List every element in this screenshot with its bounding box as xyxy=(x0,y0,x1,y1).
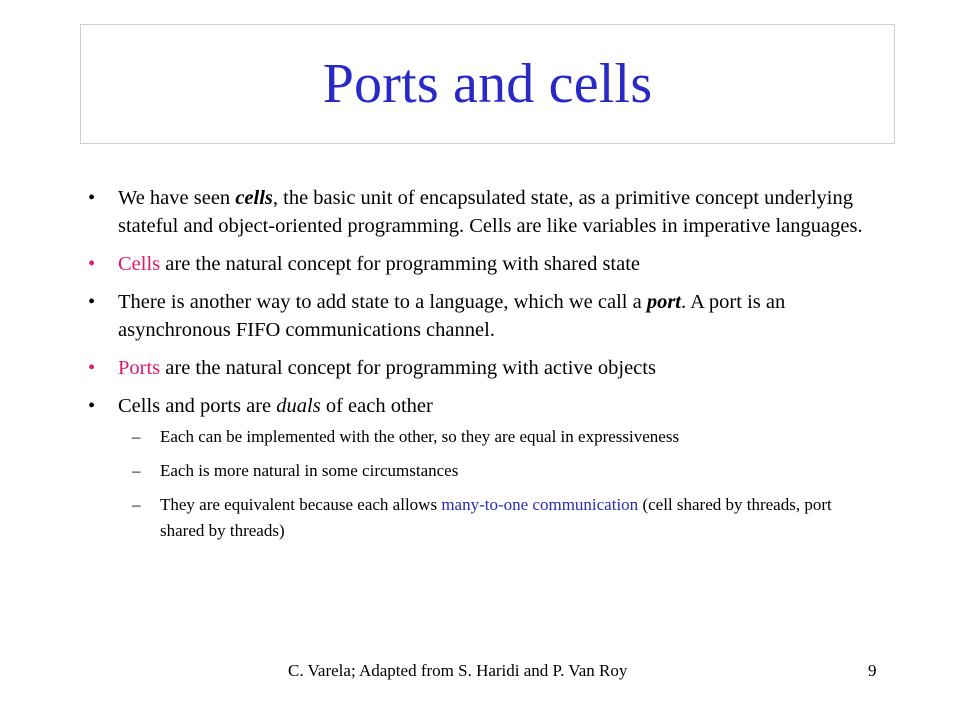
bullet-marker: • xyxy=(88,395,96,417)
emphasis-duals: duals xyxy=(276,395,321,417)
sub-bullet-marker: – xyxy=(132,495,141,514)
bullet-cells-definition xyxy=(88,184,878,240)
bullet-text-continued: . A port is an asynchronous FIFO communications channel. xyxy=(118,291,786,341)
sub-bullet-expressiveness xyxy=(88,424,878,450)
title-box xyxy=(80,24,895,144)
slide-title: Ports and cells xyxy=(322,53,653,115)
bullet-text: There is another way to add state to a language, which we call a xyxy=(118,291,647,313)
sub-bullet-text: They are equivalent because each allows xyxy=(160,495,442,514)
bullet-text: are the natural concept for programming with shared state xyxy=(160,253,641,275)
bullet-marker: • xyxy=(88,253,96,275)
bullet-marker: • xyxy=(88,357,96,379)
sub-bullet-equivalent xyxy=(88,492,878,544)
bullet-ports-active-objects xyxy=(88,354,878,382)
bullet-text: Cells and ports are xyxy=(118,395,277,417)
bullet-text: are the natural concept for programming with active objects xyxy=(160,357,656,379)
sub-bullet-text: Each is more natural in some circumstances xyxy=(160,461,459,480)
bullet-text: We have seen xyxy=(118,187,236,209)
sub-bullet-marker: – xyxy=(132,461,141,480)
slide-body xyxy=(88,184,878,552)
bullet-marker: • xyxy=(88,187,96,209)
highlight-ports: Ports xyxy=(118,357,161,379)
sub-bullet-text-continued: (cell shared by threads, port shared by threads) xyxy=(160,495,832,540)
bullet-text-continued: , the basic unit of encapsulated state, as a primitive concept underlying stateful and object-oriented programming. Cells are like variables in imperative languages. xyxy=(118,187,863,237)
highlight-cells: Cells xyxy=(118,253,161,275)
bullet-cells-shared-state xyxy=(88,250,878,278)
sub-bullet-circumstances xyxy=(88,458,878,484)
highlight-many-to-one: many-to-one communication xyxy=(441,495,639,514)
sub-bullet-marker: – xyxy=(132,427,141,446)
bullet-port-definition xyxy=(88,288,878,344)
sub-bullet-list xyxy=(88,424,878,544)
emphasis-port: port xyxy=(646,291,681,313)
bullet-text-continued: of each other xyxy=(320,395,433,417)
bullet-marker: • xyxy=(88,291,96,313)
page-number: 9 xyxy=(868,661,877,680)
footer-attribution: C. Varela; Adapted from S. Haridi and P. Van Roy xyxy=(288,661,628,680)
sub-bullet-text: Each can be implemented with the other, so they are equal in expressiveness xyxy=(160,427,680,446)
emphasis-cells: cells xyxy=(235,187,273,209)
bullet-duals xyxy=(88,392,878,420)
